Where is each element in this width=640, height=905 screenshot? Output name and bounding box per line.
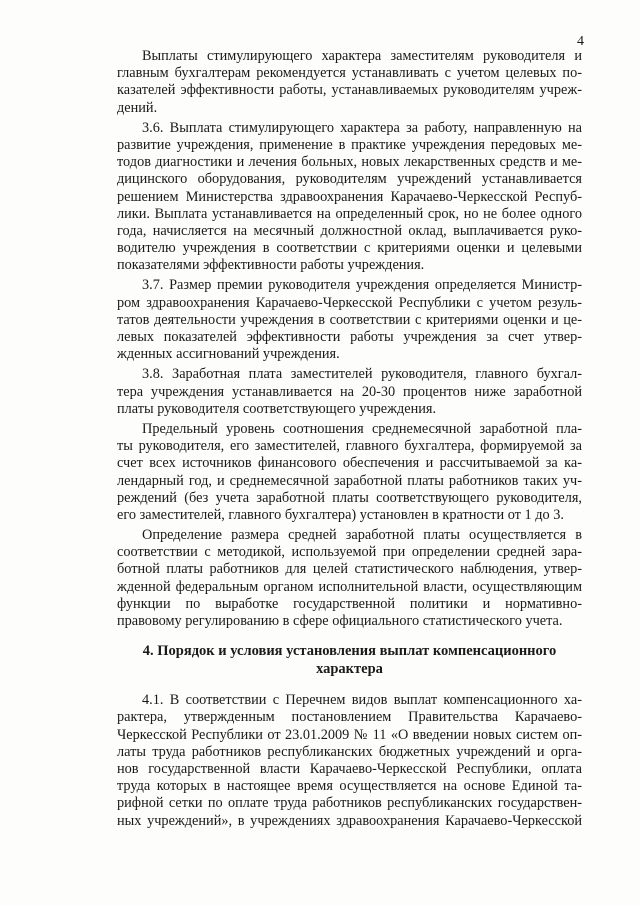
section-heading-line: 4. Порядок и условия установления выплат компенсационного <box>142 643 557 660</box>
text-line: латы труда работников республиканских бюджетных учреждений и орга- <box>117 743 582 760</box>
paragraph-4-1 <box>117 692 582 830</box>
text-line: реждений (без учета заработной платы соответствующего руководителя, <box>117 489 582 506</box>
text-line: соответствии с методикой, используемой при определении средней зара- <box>117 544 582 561</box>
text-line: тодов диагностики и лечения больных, новых лекарственных средств и ме- <box>117 154 582 171</box>
text-line: ных учреждений», в учреждениях здравоохранения Карачаево-Черкесской <box>117 812 582 829</box>
paragraph-deputies <box>117 48 582 117</box>
text-line: Определение размера средней заработной платы осуществляется в <box>142 527 582 544</box>
text-line: правовому регулированию в сфере официального статистического учета. <box>117 613 563 629</box>
text-line: функции по выработке государственной политики и нормативно- <box>117 595 582 612</box>
text-line: главным бухгалтерам рекомендуется устанавливать с учетом целевых по- <box>117 65 582 82</box>
text-line: дицинского оборудования, руководителям учреждений устанавливается <box>117 171 582 188</box>
text-line: платы руководителя соответствующего учреждения. <box>117 400 437 417</box>
paragraph-average-salary <box>117 527 582 630</box>
text-line: 3.8. Заработная плата заместителей руководителя, главного бухгал- <box>142 366 582 383</box>
text-line: казателей эффективности работы, устанавливаемых руководителям учреж- <box>117 82 582 99</box>
page-number: 4 <box>577 34 584 49</box>
text-line: жденных ассигнований учреждения. <box>117 346 340 363</box>
text-line: рактера, утвержденным постановлением Правительства Карачаево- <box>117 709 582 726</box>
paragraph-3-8 <box>117 366 582 418</box>
paragraph-salary-ratio <box>117 421 582 524</box>
text-line: ром здравоохранения Карачаево-Черкесской Республики с учетом резуль- <box>117 294 582 311</box>
text-line: ты руководителя, его заместителей, главного бухгалтера, формируемой за <box>117 438 582 455</box>
text-line: жденной федеральным органом исполнительной власти, осуществляющим <box>117 578 582 595</box>
section-heading-line: характера <box>316 661 383 678</box>
text-line: Черкесской Республики от 23.01.2009 № 11 «О введении новых систем оп- <box>117 726 582 743</box>
text-line: дений. <box>117 99 158 116</box>
text-line: тера учреждения устанавливается на 20-30 процентов ниже заработной <box>117 383 582 400</box>
text-line: ботной платы работников для целей статистического наблюдения, утвер- <box>117 561 582 578</box>
text-line: труда которых в настоящее время осуществляется на основе Единой та- <box>117 778 582 795</box>
text-line: Выплаты стимулирующего характера заместителям руководителя и <box>142 48 582 64</box>
text-line: лики. Выплата устанавливается на определенный срок, но не более одного <box>117 205 582 222</box>
text-line: 3.6. Выплата стимулирующего характера за работу, направленную на <box>142 119 582 136</box>
text-line: года, начисляется на месячный должностной оклад, выплачивается руко- <box>117 222 582 239</box>
text-line: нов государственной власти Карачаево-Черкесской Республики, оплата <box>117 760 582 777</box>
text-line: лендарный год, и среднемесячной заработной платы работников таких уч- <box>117 472 582 489</box>
text-line: левых показателей эффективности работы учреждения за счет утвер- <box>117 329 582 345</box>
paragraph-3-6 <box>117 120 582 275</box>
text-line: показателями эффективности работы учреждения. <box>117 257 425 274</box>
text-line: счет всех источников финансового обеспечения и рассчитываемой за ка- <box>117 455 582 472</box>
text-line: 3.7. Размер премии руководителя учреждения определяется Министр- <box>142 277 582 294</box>
text-line: его заместителей, главного бухгалтера) установлен в кратности от 1 до 3. <box>117 506 564 523</box>
text-line: татов деятельности учреждения в соответствии с критериями оценки и це- <box>117 311 582 328</box>
paragraph-3-7 <box>117 277 582 363</box>
text-line: решением Министерства здравоохранения Карачаево-Черкесской Респуб- <box>117 188 582 205</box>
section-heading <box>117 642 582 678</box>
text-line: развитие учреждения, применение в практике учреждения передовых ме- <box>117 136 582 153</box>
text-line: водителю учреждения в соответствии с критериями оценки и целевыми <box>117 240 582 257</box>
document-body <box>117 48 582 830</box>
text-line: Предельный уровень соотношения среднемесячной заработной пла- <box>142 420 582 437</box>
text-line: рифной сетки по оплате труда работников республиканских государствен- <box>117 795 582 812</box>
text-line: 4.1. В соответствии с Перечнем видов выплат компенсационного ха- <box>142 692 582 709</box>
